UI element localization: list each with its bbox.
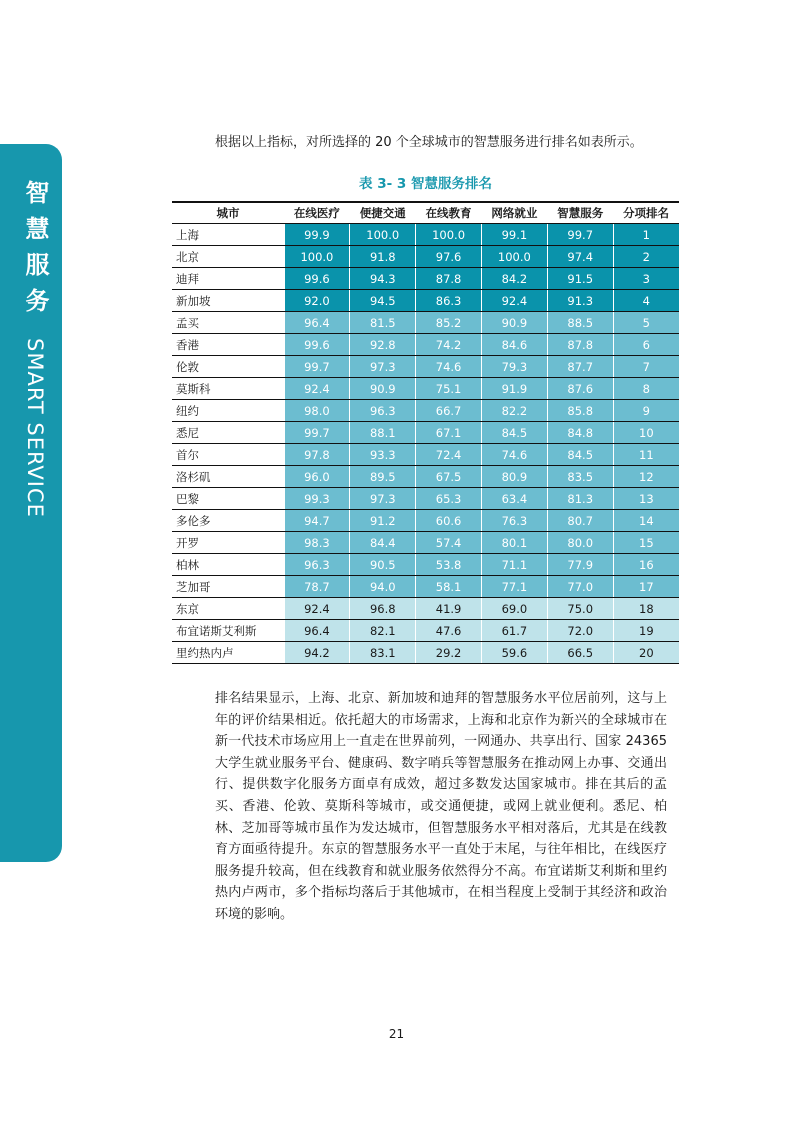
value-cell: 97.3 — [350, 356, 416, 378]
value-cell: 99.6 — [284, 334, 350, 356]
table-header-row — [172, 202, 679, 224]
value-cell: 93.3 — [350, 444, 416, 466]
value-cell: 85.8 — [547, 400, 613, 422]
value-cell: 18 — [613, 598, 679, 620]
value-cell: 92.4 — [481, 290, 547, 312]
value-cell: 16 — [613, 554, 679, 576]
value-cell: 84.6 — [481, 334, 547, 356]
city-cell: 迪拜 — [172, 268, 284, 290]
table-row — [172, 378, 679, 400]
city-cell: 新加坡 — [172, 290, 284, 312]
value-cell: 84.5 — [481, 422, 547, 444]
value-cell: 87.7 — [547, 356, 613, 378]
value-cell: 97.4 — [547, 246, 613, 268]
value-cell: 88.5 — [547, 312, 613, 334]
value-cell: 60.6 — [416, 510, 482, 532]
value-cell: 77.1 — [481, 576, 547, 598]
value-cell: 82.2 — [481, 400, 547, 422]
value-cell: 94.7 — [284, 510, 350, 532]
city-cell: 悉尼 — [172, 422, 284, 444]
value-cell: 80.1 — [481, 532, 547, 554]
header-online-employment: 网络就业 — [481, 202, 547, 224]
value-cell: 100.0 — [350, 224, 416, 246]
value-cell: 6 — [613, 334, 679, 356]
value-cell: 94.2 — [284, 642, 350, 664]
value-cell: 96.4 — [284, 312, 350, 334]
value-cell: 8 — [613, 378, 679, 400]
value-cell: 80.0 — [547, 532, 613, 554]
header-smart-service: 智慧服务 — [547, 202, 613, 224]
value-cell: 72.0 — [547, 620, 613, 642]
city-cell: 首尔 — [172, 444, 284, 466]
city-cell: 东京 — [172, 598, 284, 620]
value-cell: 90.9 — [350, 378, 416, 400]
value-cell: 78.7 — [284, 576, 350, 598]
section-title-en: SMART SERVICE — [23, 338, 47, 518]
header-rank: 分项排名 — [613, 202, 679, 224]
analysis-paragraph: 排名结果显示，上海、北京、新加坡和迪拜的智慧服务水平位居前列，这与上年的评价结果相近。依托超大的市场需求，上海和北京作为新兴的全球城市在新一代技术市场应用上一直走在世界前列，一网通办、共享出行、国家 24365 大学生就业服务平台、健康码、数字哨兵等智慧服务在推动网上办事、交通出行、提供数字化服务方面卓有成效，超过多数发达国家城市。排在其后的孟买、香港、伦敦、莫斯科等城市，或交通便捷，或网上就业便利。悉尼、柏林、芝加哥等城市虽作为发达城市，但智慧服务水平相对落后，尤其是在线教育方面亟待提升。东京的智慧服务水平一直处于末尾，与往年相比，在线医疗服务提升较高，但在线教育和就业服务依然得分不高。布宜诺斯艾利斯和里约热内卢两市，多个指标均落后于其他城市，在相当程度上受制于其经济和政治环境的影响。 — [215, 691, 667, 922]
value-cell: 7 — [613, 356, 679, 378]
table-row — [172, 246, 679, 268]
value-cell: 66.7 — [416, 400, 482, 422]
value-cell: 72.4 — [416, 444, 482, 466]
value-cell: 97.6 — [416, 246, 482, 268]
section-title-cn: 智慧服务 — [21, 180, 49, 324]
city-cell: 伦敦 — [172, 356, 284, 378]
value-cell: 19 — [613, 620, 679, 642]
city-cell: 芝加哥 — [172, 576, 284, 598]
table-row — [172, 466, 679, 488]
value-cell: 4 — [613, 290, 679, 312]
value-cell: 10 — [613, 422, 679, 444]
city-cell: 柏林 — [172, 554, 284, 576]
section-side-title — [18, 180, 53, 518]
value-cell: 91.8 — [350, 246, 416, 268]
value-cell: 2 — [613, 246, 679, 268]
value-cell: 75.0 — [547, 598, 613, 620]
value-cell: 97.3 — [350, 488, 416, 510]
city-cell: 开罗 — [172, 532, 284, 554]
table-row — [172, 554, 679, 576]
table-row — [172, 312, 679, 334]
value-cell: 67.5 — [416, 466, 482, 488]
value-cell: 75.1 — [416, 378, 482, 400]
table-row — [172, 224, 679, 246]
table-row — [172, 576, 679, 598]
value-cell: 100.0 — [416, 224, 482, 246]
value-cell: 90.5 — [350, 554, 416, 576]
table-row — [172, 642, 679, 664]
value-cell: 65.3 — [416, 488, 482, 510]
value-cell: 96.8 — [350, 598, 416, 620]
value-cell: 58.1 — [416, 576, 482, 598]
value-cell: 79.3 — [481, 356, 547, 378]
value-cell: 99.6 — [284, 268, 350, 290]
city-cell: 孟买 — [172, 312, 284, 334]
value-cell: 81.5 — [350, 312, 416, 334]
header-online-education: 在线教育 — [416, 202, 482, 224]
value-cell: 14 — [613, 510, 679, 532]
table-row — [172, 334, 679, 356]
city-cell: 莫斯科 — [172, 378, 284, 400]
value-cell: 13 — [613, 488, 679, 510]
value-cell: 85.2 — [416, 312, 482, 334]
value-cell: 20 — [613, 642, 679, 664]
value-cell: 83.5 — [547, 466, 613, 488]
value-cell: 94.3 — [350, 268, 416, 290]
value-cell: 91.9 — [481, 378, 547, 400]
value-cell: 77.0 — [547, 576, 613, 598]
table-row — [172, 268, 679, 290]
value-cell: 98.3 — [284, 532, 350, 554]
value-cell: 77.9 — [547, 554, 613, 576]
city-cell: 巴黎 — [172, 488, 284, 510]
value-cell: 89.5 — [350, 466, 416, 488]
value-cell: 91.5 — [547, 268, 613, 290]
table-caption: 表 3- 3 智慧服务排名 — [359, 176, 492, 192]
value-cell: 99.7 — [284, 356, 350, 378]
value-cell: 83.1 — [350, 642, 416, 664]
value-cell: 92.8 — [350, 334, 416, 356]
value-cell: 96.4 — [284, 620, 350, 642]
value-cell: 82.1 — [350, 620, 416, 642]
value-cell: 98.0 — [284, 400, 350, 422]
value-cell: 90.9 — [481, 312, 547, 334]
value-cell: 92.4 — [284, 598, 350, 620]
value-cell: 11 — [613, 444, 679, 466]
value-cell: 71.1 — [481, 554, 547, 576]
value-cell: 3 — [613, 268, 679, 290]
table-row — [172, 444, 679, 466]
value-cell: 87.8 — [547, 334, 613, 356]
city-cell: 多伦多 — [172, 510, 284, 532]
value-cell: 41.9 — [416, 598, 482, 620]
table-row — [172, 620, 679, 642]
value-cell: 67.1 — [416, 422, 482, 444]
value-cell: 57.4 — [416, 532, 482, 554]
city-cell: 里约热内卢 — [172, 642, 284, 664]
value-cell: 84.2 — [481, 268, 547, 290]
city-cell: 上海 — [172, 224, 284, 246]
value-cell: 47.6 — [416, 620, 482, 642]
value-cell: 53.8 — [416, 554, 482, 576]
city-cell: 布宜诺斯艾利斯 — [172, 620, 284, 642]
value-cell: 96.3 — [350, 400, 416, 422]
table-row — [172, 598, 679, 620]
table-row — [172, 422, 679, 444]
table-row — [172, 400, 679, 422]
value-cell: 96.0 — [284, 466, 350, 488]
header-city: 城市 — [172, 202, 284, 224]
value-cell: 1 — [613, 224, 679, 246]
value-cell: 80.7 — [547, 510, 613, 532]
header-online-medical: 在线医疗 — [284, 202, 350, 224]
value-cell: 74.6 — [416, 356, 482, 378]
value-cell: 63.4 — [481, 488, 547, 510]
value-cell: 99.7 — [284, 422, 350, 444]
value-cell: 91.3 — [547, 290, 613, 312]
value-cell: 91.2 — [350, 510, 416, 532]
intro-paragraph: 根据以上指标，对所选择的 20 个全球城市的智慧服务进行排名如表所示。 — [215, 135, 643, 150]
value-cell: 84.5 — [547, 444, 613, 466]
table-row — [172, 532, 679, 554]
value-cell: 80.9 — [481, 466, 547, 488]
value-cell: 86.3 — [416, 290, 482, 312]
value-cell: 66.5 — [547, 642, 613, 664]
value-cell: 94.5 — [350, 290, 416, 312]
value-cell: 99.7 — [547, 224, 613, 246]
value-cell: 74.2 — [416, 334, 482, 356]
value-cell: 87.6 — [547, 378, 613, 400]
value-cell: 99.3 — [284, 488, 350, 510]
value-cell: 99.9 — [284, 224, 350, 246]
value-cell: 94.0 — [350, 576, 416, 598]
value-cell: 100.0 — [284, 246, 350, 268]
value-cell: 88.1 — [350, 422, 416, 444]
value-cell: 9 — [613, 400, 679, 422]
city-cell: 北京 — [172, 246, 284, 268]
table-row — [172, 510, 679, 532]
value-cell: 12 — [613, 466, 679, 488]
table-row — [172, 488, 679, 510]
city-cell: 纽约 — [172, 400, 284, 422]
header-convenient-transport: 便捷交通 — [350, 202, 416, 224]
value-cell: 61.7 — [481, 620, 547, 642]
page-number: 21 — [388, 1027, 405, 1041]
value-cell: 84.4 — [350, 532, 416, 554]
value-cell: 92.0 — [284, 290, 350, 312]
value-cell: 96.3 — [284, 554, 350, 576]
ranking-table — [172, 201, 679, 664]
value-cell: 87.8 — [416, 268, 482, 290]
value-cell: 59.6 — [481, 642, 547, 664]
value-cell: 5 — [613, 312, 679, 334]
value-cell: 69.0 — [481, 598, 547, 620]
table-row — [172, 290, 679, 312]
value-cell: 99.1 — [481, 224, 547, 246]
value-cell: 84.8 — [547, 422, 613, 444]
value-cell: 15 — [613, 532, 679, 554]
value-cell: 29.2 — [416, 642, 482, 664]
value-cell: 17 — [613, 576, 679, 598]
value-cell: 100.0 — [481, 246, 547, 268]
value-cell: 76.3 — [481, 510, 547, 532]
value-cell: 97.8 — [284, 444, 350, 466]
value-cell: 81.3 — [547, 488, 613, 510]
city-cell: 香港 — [172, 334, 284, 356]
value-cell: 92.4 — [284, 378, 350, 400]
city-cell: 洛杉矶 — [172, 466, 284, 488]
value-cell: 74.6 — [481, 444, 547, 466]
table-row — [172, 356, 679, 378]
